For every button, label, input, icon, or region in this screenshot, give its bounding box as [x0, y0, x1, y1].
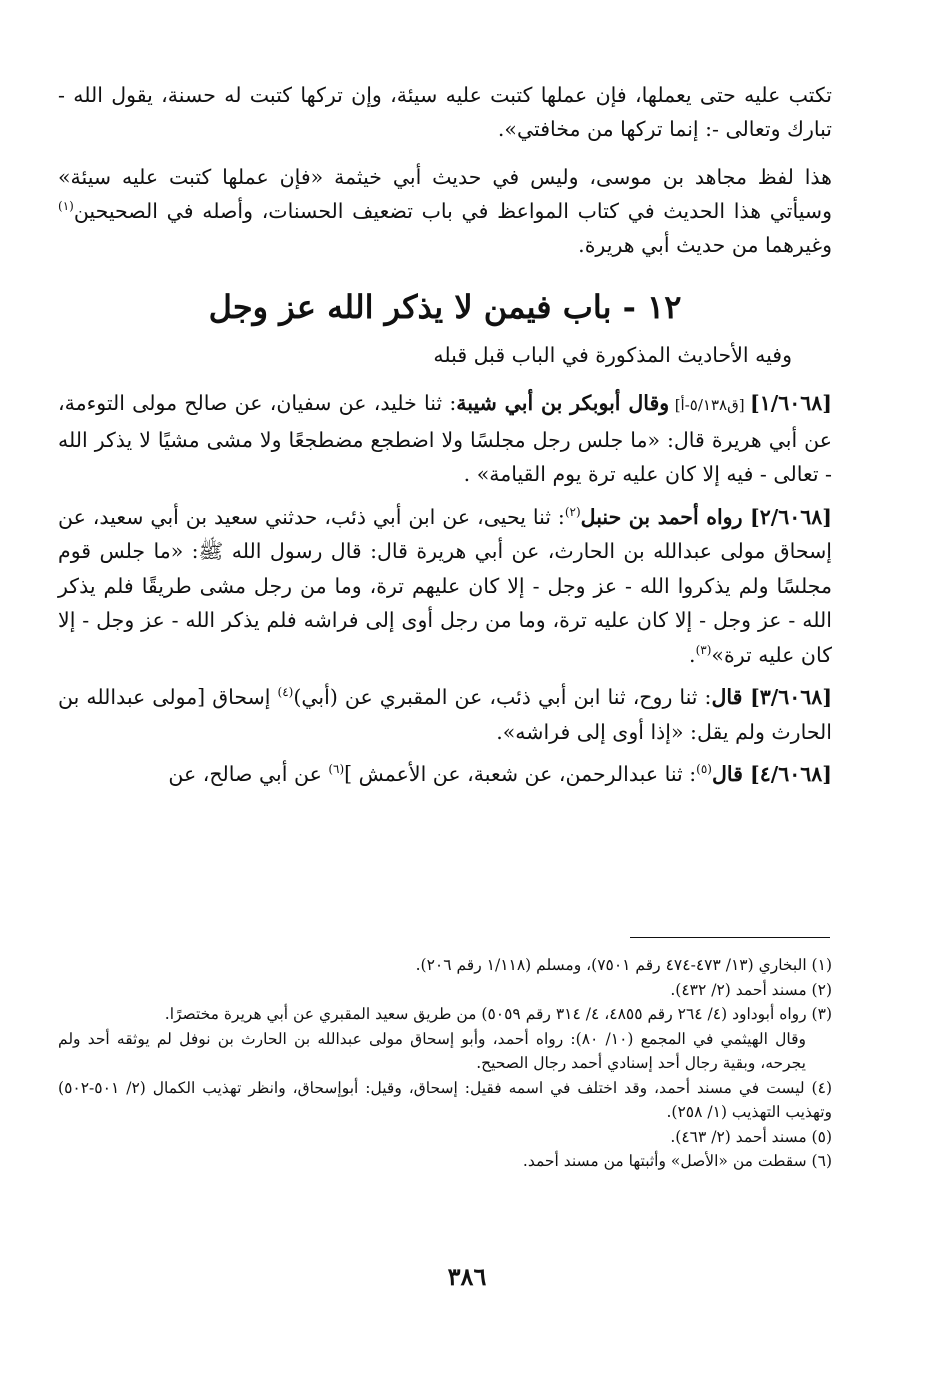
footnotes — [58, 953, 832, 1174]
hadith-text: : ثنا عبدالرحمن، عن شعبة، عن الأعمش ] — [344, 762, 697, 786]
hadith-lead: قال — [711, 685, 751, 709]
hadith-entry — [58, 386, 832, 492]
hadith-text: إسحاق [مولى عبدالله بن الحارث ولم يقل: «إذا أوى إلى فراشه». — [58, 685, 832, 744]
footnote-continuation: وقال الهيثمي في المجمع (١٠/ ٨٠): رواه أحمد، وأبو إسحاق مولى عبدالله بن الحارث بن نوفل لم يوثقه أحد ولم يجرحه، وبقية رجال أحد إسنادي أحمد رجال الصحيح. — [58, 1029, 807, 1072]
paragraph-text: تكتب عليه حتى يعملها، فإن عملها كتبت عليه سيئة، وإن تركها كتبت له حسنة، يقول الله - تبارك وتعالى -: إنما تركها من مخافتي». — [58, 83, 832, 141]
footnote-item: (١) البخاري (١٣/ ٤٧٣-٤٧٤ رقم ٧٥٠١)، ومسلم (١/١١٨ رقم ٢٠٦). — [415, 956, 832, 974]
paragraph-commentary — [58, 160, 832, 262]
footnote-marker[interactable]: (١) — [58, 199, 74, 214]
chapter-intro: وفيه الأحاديث المذكورة في الباب قبل قبله — [433, 343, 792, 367]
footnote-marker[interactable]: (٣) — [695, 642, 712, 657]
footnote-marker[interactable]: (٢) — [564, 504, 581, 519]
footnote-divider — [630, 937, 830, 938]
hadith-entry — [58, 680, 832, 749]
hadith-number: [٤/٦٠٦٨] — [750, 762, 832, 786]
page-body — [58, 78, 832, 800]
footnote-item: (٣) رواه أبوداود (٤/ ٢٦٤ رقم ٤٨٥٥، ٤/ ٣١٤ رقم ٥٠٥٩) من طريق سعيد المقبري عن أبي هريرة مختصرًا. — [164, 1005, 832, 1023]
footnote-item: (٦) سقطت من «الأصل» وأثبتها من مسند أحمد. — [522, 1152, 832, 1170]
hadith-text: : ثنا خليد، عن سفيان، عن صالح مولى التوءمة، عن أبي هريرة قال: «ما جلس رجل مجلسًا ولا اضطجع مضطجعًا ولا مشى مشيًا لا يذكر الله - تعالى - فيه إلا كان عليه ترة يوم القيامة» . — [58, 391, 832, 486]
hadith-lead: قال — [711, 762, 751, 786]
hadith-lead: وقال أبوبكر بن أبي شيبة — [456, 391, 670, 415]
hadith-text: : ثنا روح، ثنا ابن أبي ذئب، عن المقبري عن (أبي) — [293, 685, 712, 709]
hadith-entry — [58, 500, 832, 673]
hadith-number: [٢/٦٠٦٨] — [750, 504, 832, 529]
hadith-text: . — [689, 642, 696, 667]
footnote-marker[interactable]: (٤) — [277, 685, 294, 700]
footnote-item: (٤) ليست في مسند أحمد، وقد اختلف في اسمه فقيل: إسحاق، وقيل: أبوإسحاق، وانظر تهذيب الكمال (٢/ ٥٠١-٥٠٢) وتهذيب التهذيب (١/ ٢٥٨). — [58, 1078, 832, 1121]
footnote-item: (٢) مسند أحمد (٢/ ٤٣٢). — [670, 980, 832, 999]
footnote-marker[interactable]: (٥) — [696, 762, 712, 777]
page-number: ٣٨٦ — [447, 1262, 487, 1291]
footnote-marker[interactable]: (٦) — [328, 762, 345, 777]
hadith-number: [٣/٦٠٦٨] — [750, 685, 833, 709]
footnote-item: (٥) مسند أحمد (٢/ ٤٦٣). — [670, 1127, 832, 1146]
hadith-entry — [58, 757, 832, 792]
manuscript-ref: [ق٥/١٣٨-أ] — [669, 396, 751, 414]
paragraph-text: وغيرهما من حديث أبي هريرة. — [578, 233, 832, 257]
hadith-lead: رواه أحمد بن حنبل — [580, 504, 751, 529]
hadith-text: : ثنا يحيى، عن ابن أبي ذئب، حدثني سعيد بن أبي سعيد، عن إسحاق مولى عبدالله بن الحارث، عن أبي هريرة قال: قال رسول الله ﷺ: «ما جلس قوم مجلسًا ولم يذكروا الله - عز وجل - إلا كان عليهم ترة، وما من رجل مشى طريقًا فلم يذكر الله - عز وجل - إلا كان عليه ترة، وما من رجل أوى إلى فراشه فلم يذكر الله - عز وجل - إلا كان عليه ترة» — [58, 504, 832, 667]
hadith-text: عن أبي صالح، عن — [168, 762, 329, 786]
paragraph-text: هذا لفظ مجاهد بن موسى، وليس في حديث أبي خيثمة «فإن عملها كتبت عليه سيئة» وسيأتي هذا الحديث في كتاب المواعظ في باب تضعيف الحسنات، وأصله في الصحيحين — [58, 165, 832, 223]
hadith-number: [١/٦٠٦٨] — [750, 391, 832, 415]
paragraph-continuation — [58, 78, 832, 146]
chapter-title: ١٢ - باب فيمن لا يذكر الله عز وجل — [208, 288, 682, 326]
